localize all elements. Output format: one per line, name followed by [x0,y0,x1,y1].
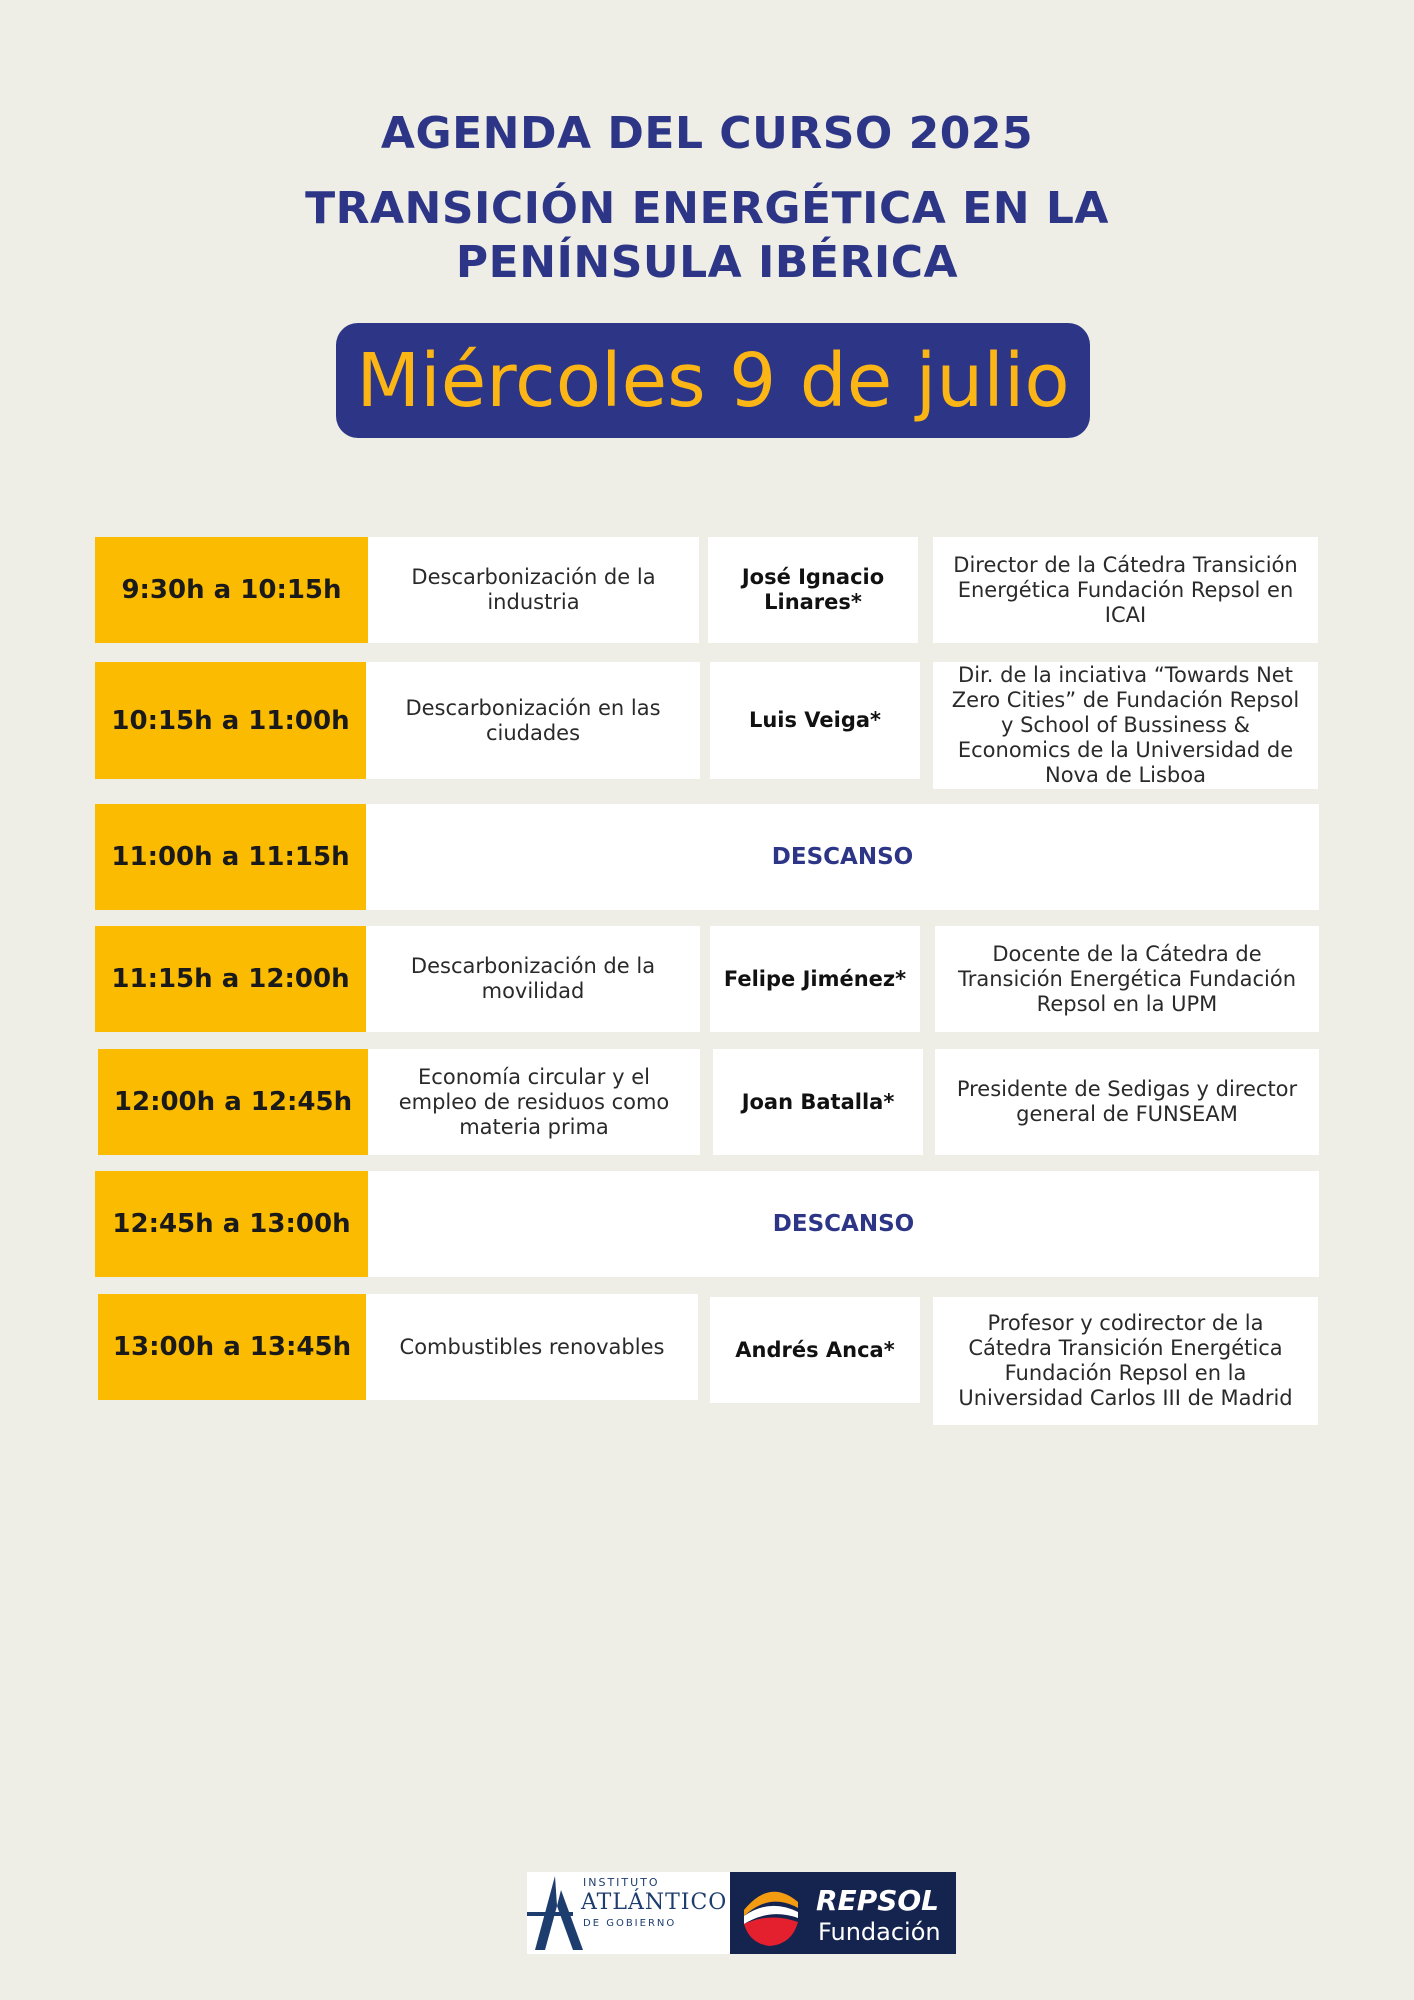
break-label: DESCANSO [366,804,1319,910]
agenda-speaker-role: Presidente de Sedigas y director general de FUNSEAM [935,1049,1319,1155]
agenda-speaker: Andrés Anca* [710,1297,920,1403]
break-label: DESCANSO [368,1171,1319,1277]
ia-word-atlantico: ATLÁNTICO [581,1890,728,1915]
agenda-time: 13:00h a 13:45h [98,1294,366,1400]
repsol-mark-icon [736,1872,806,1954]
agenda-topic: Descarbonización en las ciudades [366,662,700,779]
a-mark-icon [527,1872,587,1954]
sponsor-logos [527,1872,956,1954]
agenda-topic: Descarbonización de la movilidad [366,926,700,1032]
ia-word-gobierno: DE GOBIERNO [583,1918,677,1929]
course-title: AGENDA DEL CURSO 2025 [380,108,1034,159]
agenda-topic: Combustibles renovables [366,1294,698,1400]
instituto-atlantico-logo [527,1872,730,1954]
agenda-speaker-role: Dir. de la inciativa “Towards Net Zero Cities” de Fundación Repsol y School of Bussiness & Economics de la Universidad de Nova de Lisboa [933,662,1318,789]
agenda-speaker: Felipe Jiménez* [710,926,920,1032]
agenda-speaker: José Ignacio Linares* [708,537,918,643]
fundacion-word: Fundación [818,1918,941,1946]
agenda-speaker-role: Profesor y codirector de la Cátedra Transición Energética Fundación Repsol en la Universidad Carlos III de Madrid [933,1297,1318,1425]
agenda-speaker: Joan Batalla* [713,1049,923,1155]
agenda-time: 11:15h a 12:00h [95,926,366,1032]
agenda-time: 11:00h a 11:15h [95,804,366,910]
agenda-speaker-role: Docente de la Cátedra de Transición Energética Fundación Repsol en la UPM [935,926,1319,1032]
agenda-speaker: Luis Veiga* [710,662,920,779]
agenda-topic: Descarbonización de la industria [368,537,699,643]
agenda-time: 12:00h a 12:45h [98,1049,368,1155]
repsol-word: REPSOL [816,1884,940,1917]
repsol-fundacion-logo [730,1872,956,1954]
ia-word-instituto: INSTITUTO [583,1876,660,1889]
date-banner: Miércoles 9 de julio [336,323,1090,438]
course-subtitle: TRANSICIÓN ENERGÉTICA EN LA PENÍNSULA IBÉRICA [305,183,1109,288]
agenda-topic: Economía circular y el empleo de residuos como materia prima [368,1049,700,1155]
agenda-time: 9:30h a 10:15h [95,537,368,643]
agenda-time: 10:15h a 11:00h [95,662,366,779]
agenda-speaker-role: Director de la Cátedra Transición Energética Fundación Repsol en ICAI [933,537,1318,643]
agenda-time: 12:45h a 13:00h [95,1171,368,1277]
